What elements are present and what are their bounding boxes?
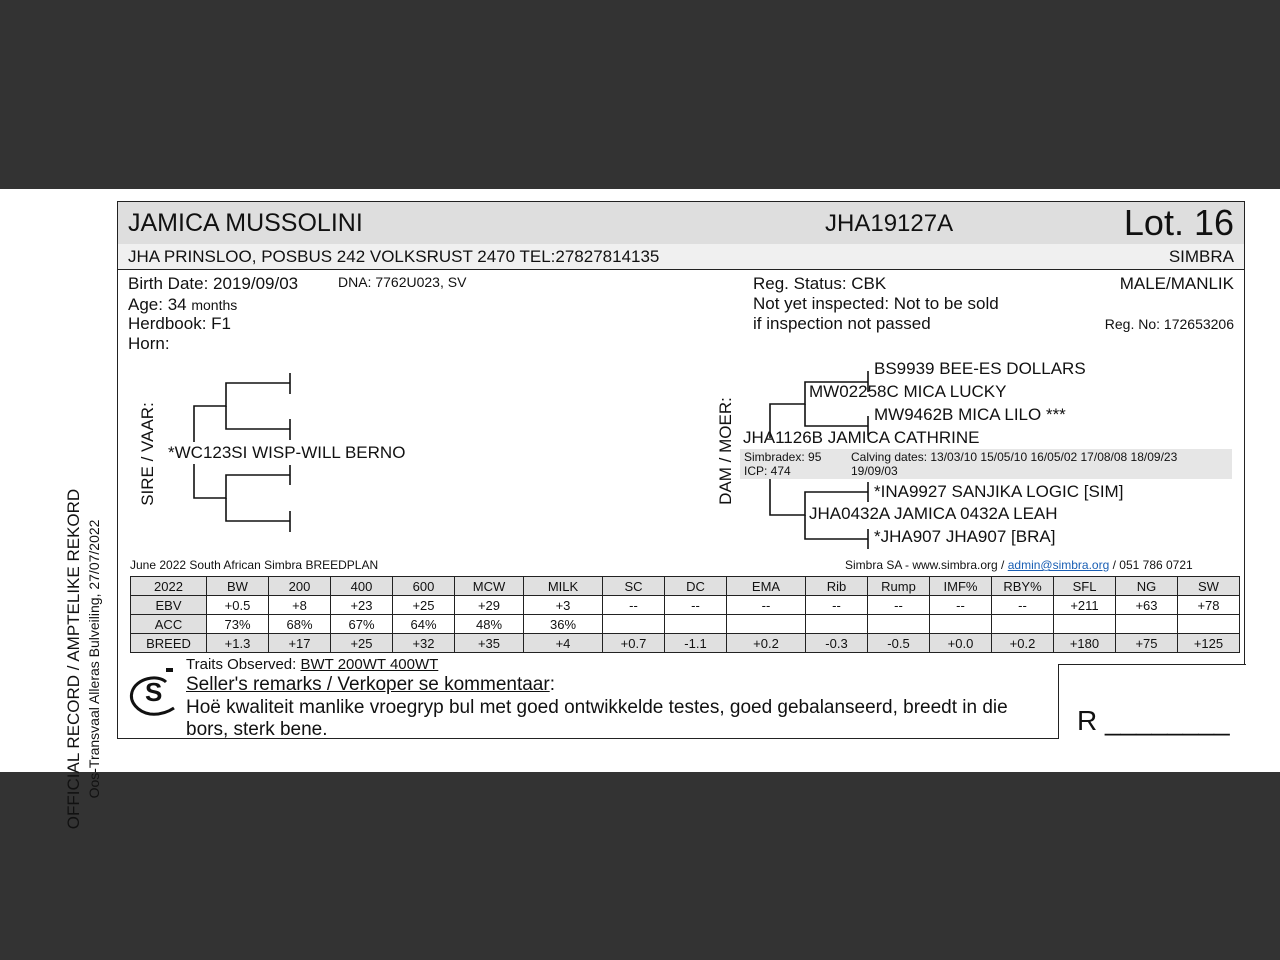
ebv-cell: +0.7 xyxy=(603,634,665,653)
simbra-logo xyxy=(128,668,178,718)
horn: Horn: xyxy=(128,334,170,353)
ebv-cell: +75 xyxy=(1116,634,1178,653)
traits-observed xyxy=(186,656,438,673)
ebv-cell xyxy=(930,615,992,634)
official-record-label: OFFICIAL RECORD / AMPTELIKE REKORD xyxy=(64,488,83,830)
lot-number: Lot. 16 xyxy=(1123,202,1234,243)
ebv-cell: -- xyxy=(992,596,1054,615)
breedplan-contact xyxy=(845,558,1193,572)
ebv-cell: +78 xyxy=(1178,596,1240,615)
ebv-cell: +0.2 xyxy=(727,634,806,653)
dam-sire-dam: MW9462B MICA LILO *** xyxy=(874,405,1066,424)
ebv-cell: +0.2 xyxy=(992,634,1054,653)
ebv-cell xyxy=(1178,615,1240,634)
ebv-cell: IMF% xyxy=(930,577,992,596)
ebv-cell: SC xyxy=(603,577,665,596)
breed-name: SIMBRA xyxy=(1168,247,1234,266)
ebv-cell: +0.0 xyxy=(930,634,992,653)
ebv-cell xyxy=(868,615,930,634)
inspection-note-2: if inspection not passed xyxy=(753,314,931,333)
ebv-cell: +211 xyxy=(1054,596,1116,615)
dna-info: DNA: 7762U023, SV xyxy=(338,274,467,290)
ebv-cell: +3 xyxy=(524,596,603,615)
ebv-cell: BREED xyxy=(131,634,207,653)
sire-label: SIRE / VAAR: xyxy=(138,402,157,506)
ebv-cell: +4 xyxy=(524,634,603,653)
remarks-text-1: Hoë kwaliteit manlike vroegryp bul met goed ontwikkelde testes, goed gebalanseerd, breedt in die xyxy=(186,697,1008,718)
ebv-row-acc xyxy=(131,615,1240,634)
ebv-cell: -- xyxy=(665,596,727,615)
ebv-cell: +25 xyxy=(331,634,393,653)
dam-dam: JHA0432A JAMICA 0432A LEAH xyxy=(809,504,1058,523)
reg-status: Reg. Status: CBK xyxy=(753,274,887,293)
ebv-cell: DC xyxy=(665,577,727,596)
ebv-cell: NG xyxy=(1116,577,1178,596)
breeder-info: JHA PRINSLOO, POSBUS 242 VOLKSRUST 2470 TEL:27827814135 xyxy=(128,247,660,266)
lot-card xyxy=(117,201,1245,739)
ebv-cell: 48% xyxy=(455,615,524,634)
animal-name: JAMICA MUSSOLINI xyxy=(128,209,363,237)
ebv-cell: +35 xyxy=(455,634,524,653)
age-value: Age: 34 xyxy=(128,295,187,314)
ebv-row-breed xyxy=(131,634,1240,653)
ebv-table xyxy=(130,576,1240,653)
contact-email-link[interactable]: admin@simbra.org xyxy=(1007,558,1110,572)
ebv-cell: +0.5 xyxy=(207,596,269,615)
ebv-cell: RBY% xyxy=(992,577,1054,596)
ebv-cell: SFL xyxy=(1054,577,1116,596)
calving-dates-cont: 19/09/03 xyxy=(851,464,898,478)
ebv-cell: +23 xyxy=(331,596,393,615)
ebv-cell: -0.5 xyxy=(868,634,930,653)
ebv-cell: MCW xyxy=(455,577,524,596)
ebv-cell: EBV xyxy=(131,596,207,615)
ebv-cell: Rib xyxy=(806,577,868,596)
dam-dam-sire: *INA9927 SANJIKA LOGIC [SIM] xyxy=(874,482,1124,501)
ebv-cell: -- xyxy=(930,596,992,615)
ebv-cell: 73% xyxy=(207,615,269,634)
ebv-cell: BW xyxy=(207,577,269,596)
ebv-cell: 600 xyxy=(393,577,455,596)
contact-suffix: / 051 786 0721 xyxy=(1109,558,1193,572)
dam-label: DAM / MOER: xyxy=(716,397,735,505)
herdbook: Herdbook: F1 xyxy=(128,314,231,333)
inspection-note-1: Not yet inspected: Not to be sold xyxy=(753,294,999,313)
ebv-row-header xyxy=(131,577,1240,596)
ebv-cell: -0.3 xyxy=(806,634,868,653)
ebv-cell: 200 xyxy=(269,577,331,596)
ebv-cell: +29 xyxy=(455,596,524,615)
animal-id: JHA19127A xyxy=(825,210,954,237)
pedigree-lines xyxy=(118,202,1246,572)
ebv-cell xyxy=(806,615,868,634)
ebv-cell: +1.3 xyxy=(207,634,269,653)
ebv-cell: +17 xyxy=(269,634,331,653)
simbradex: Simbradex: 95 xyxy=(744,450,822,464)
ebv-cell: -- xyxy=(603,596,665,615)
ebv-cell: +180 xyxy=(1054,634,1116,653)
simbra-logo-icon xyxy=(128,668,178,718)
sex: MALE/MANLIK xyxy=(1119,274,1234,293)
ebv-cell: 67% xyxy=(331,615,393,634)
remarks-text-2: bors, sterk bene. xyxy=(186,719,328,740)
price-box xyxy=(1058,664,1246,739)
ebv-cell xyxy=(665,615,727,634)
remarks-heading: Seller's remarks / Verkoper se kommentaar: xyxy=(186,674,555,695)
dam-name: JHA1126B JAMICA CATHRINE xyxy=(743,428,980,447)
ebv-cell: 64% xyxy=(393,615,455,634)
ebv-cell: -- xyxy=(727,596,806,615)
sire-name: *WC123SI WISP-WILL BERNO xyxy=(168,443,406,462)
traits-list: BWT 200WT 400WT xyxy=(300,656,439,673)
ebv-cell: EMA xyxy=(727,577,806,596)
svg-text:S: S xyxy=(145,677,163,707)
ebv-cell: 2022 xyxy=(131,577,207,596)
icp: ICP: 474 xyxy=(744,464,791,478)
ebv-cell xyxy=(1116,615,1178,634)
ebv-cell: SW xyxy=(1178,577,1240,596)
ebv-cell: -- xyxy=(868,596,930,615)
price-field[interactable]: R ________ xyxy=(1077,705,1230,736)
ebv-cell xyxy=(1054,615,1116,634)
ebv-cell: +125 xyxy=(1178,634,1240,653)
ebv-cell: 68% xyxy=(269,615,331,634)
reg-number: Reg. No: 172653206 xyxy=(1104,316,1234,332)
ebv-cell: +25 xyxy=(393,596,455,615)
ebv-cell: -1.1 xyxy=(665,634,727,653)
ebv-cell: 36% xyxy=(524,615,603,634)
ebv-cell xyxy=(992,615,1054,634)
dam-dam-dam: *JHA907 JHA907 [BRA] xyxy=(874,527,1056,546)
remarks-title: Seller's remarks / Verkoper se kommentaar xyxy=(186,674,550,695)
ebv-cell: 400 xyxy=(331,577,393,596)
dam-sire-sire: BS9939 BEE-ES DOLLARS xyxy=(874,359,1086,378)
dam-sire: MW02258C MICA LUCKY xyxy=(809,382,1007,401)
age-unit: months xyxy=(191,297,238,313)
auction-label: Oos-Transvaal Alleras Bulveiling, 27/07/2022 xyxy=(86,519,102,799)
catalogue-sheet xyxy=(0,189,1280,830)
birth-date: Birth Date: 2019/09/03 xyxy=(128,274,299,293)
contact-prefix: Simbra SA - www.simbra.org / xyxy=(845,558,1008,572)
ebv-cell: +8 xyxy=(269,596,331,615)
ebv-cell: MILK xyxy=(524,577,603,596)
ebv-cell xyxy=(727,615,806,634)
ebv-cell: +32 xyxy=(393,634,455,653)
breedplan-source: June 2022 South African Simbra BREEDPLAN xyxy=(130,558,379,572)
calving-dates: Calving dates: 13/03/10 15/05/10 16/05/02 17/08/08 18/09/23 xyxy=(851,450,1178,464)
traits-label: Traits Observed: xyxy=(186,656,297,673)
ebv-cell xyxy=(603,615,665,634)
ebv-cell: Rump xyxy=(868,577,930,596)
ebv-row-ebv xyxy=(131,596,1240,615)
ebv-cell: ACC xyxy=(131,615,207,634)
ebv-cell: +63 xyxy=(1116,596,1178,615)
ebv-cell: -- xyxy=(806,596,868,615)
dam-performance-box xyxy=(740,449,1232,479)
